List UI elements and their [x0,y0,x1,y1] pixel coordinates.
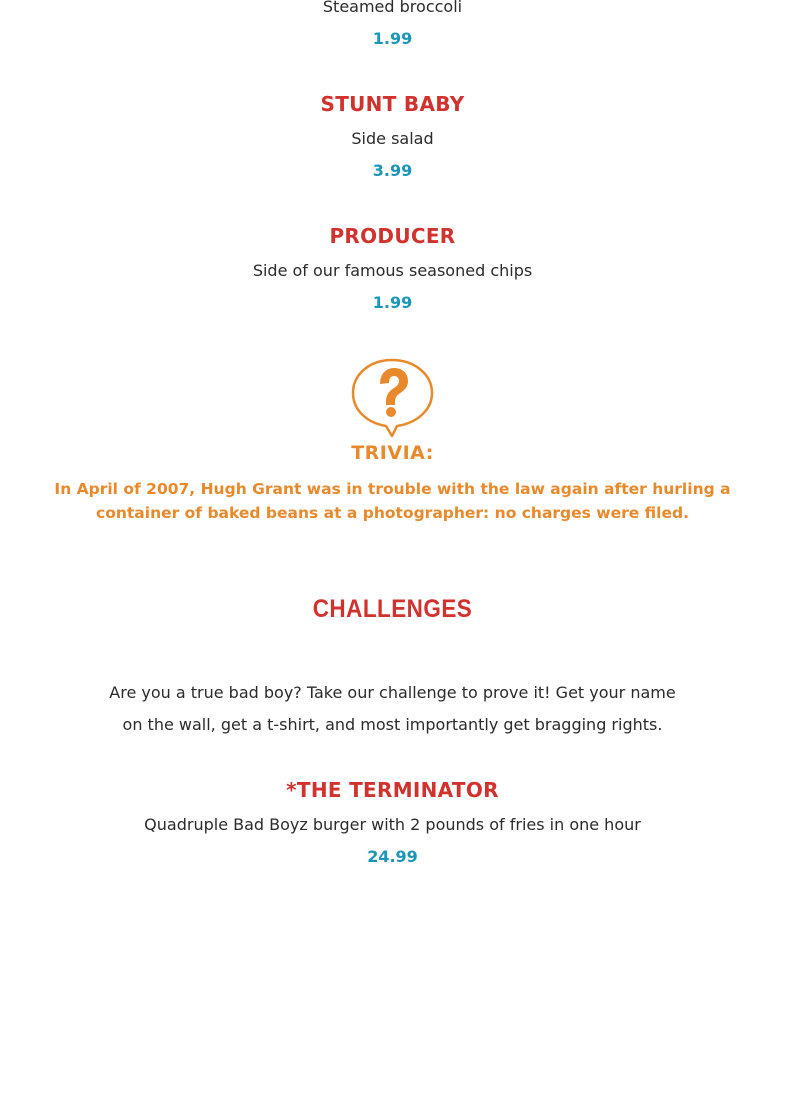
menu-item-description: Side of our famous seasoned chips [252,261,533,280]
menu-item-price: 1.99 [372,29,413,48]
menu-item-price: 3.99 [372,161,413,180]
menu-item-name: STUNT BABY [320,92,465,116]
section-title-challenges: CHALLENGES [312,595,473,623]
challenges-intro: Are you a true bad boy? Take our challenge to prove it! Get your name on the wall, get a t-shirt, and most importantly get bragging rights. [109,683,676,734]
question-speech-bubble-icon [350,357,435,439]
challenge-item-description: Quadruple Bad Boyz burger with 2 pounds of fries in one hour [144,815,641,834]
menu-item-price: 1.99 [372,293,413,312]
menu-item-description: Side salad [351,129,434,148]
challenge-item-name: *THE TERMINATOR [286,778,499,802]
trivia-text: In April of 2007, Hugh Grant was in trouble with the law again after hurling a container of baked beans at a photographer: no charges were filed. [54,480,731,522]
menu-item-description: Steamed broccoli [322,0,463,16]
challenge-item-price: 24.99 [367,847,418,866]
trivia-label: TRIVIA: [351,442,434,464]
menu-item-name: PRODUCER [329,224,456,248]
